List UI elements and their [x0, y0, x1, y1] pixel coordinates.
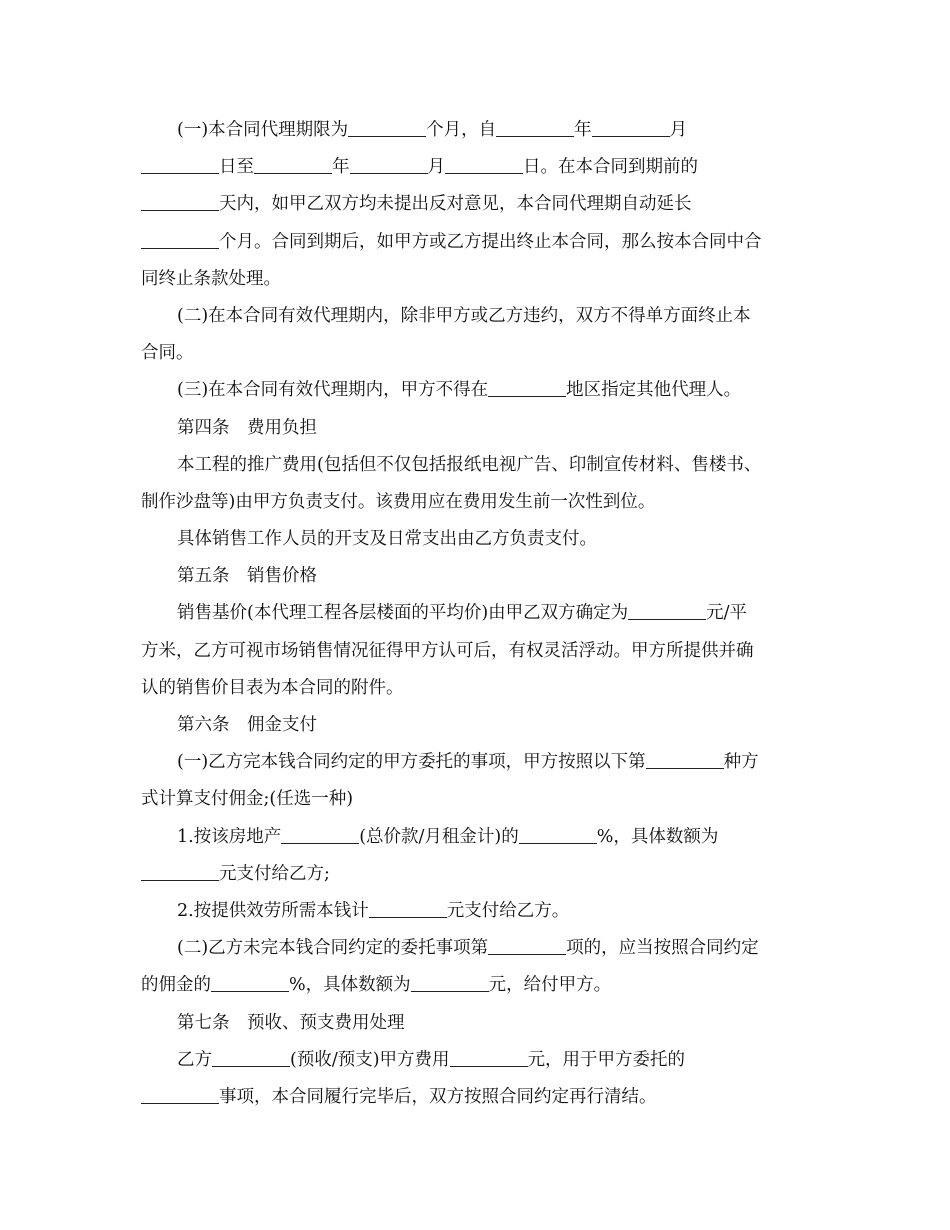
article-4-heading: 第四条 费用负担	[177, 417, 317, 438]
blank-field[interactable]	[281, 826, 359, 844]
blank-field[interactable]	[488, 937, 566, 955]
clause-line-2: 日至 年 月 日。在本合同到期前的	[141, 149, 809, 186]
blank-field[interactable]	[496, 119, 574, 137]
clause-line-19: 式计算支付佣金;(任选一种)	[141, 789, 354, 810]
blank-field[interactable]	[141, 156, 219, 174]
clause-line-3: 天内，如甲乙双方均未提出反对意见，本合同代理期自动延长	[141, 186, 809, 223]
contract-text	[141, 112, 809, 1116]
clause-line-12: 具体销售工作人员的开支及日常支出由乙方负责支付。	[177, 529, 597, 550]
article-6-heading: 第六条 佣金支付	[177, 715, 317, 735]
clause-line-7: 合同。	[141, 343, 194, 364]
clause-line-14: 销售基价(本代理工程各层楼面的平均价)由甲乙双方确定为 元/平	[177, 603, 748, 624]
blank-field[interactable]	[350, 156, 428, 174]
clause-line-6: (二)在本合同有效代理期内，除非甲方或乙方违约，双方不得单方面终止本	[177, 305, 751, 326]
clause-line-11: 制作沙盘等)由甲方负责支付。该费用应在费用发生前一次性到位。	[141, 491, 656, 512]
article-7-heading: 第七条 预收、预支费用处理	[177, 1012, 405, 1033]
clause-line-4: 个月。合同到期后，如甲方或乙方提出终止本合同，那么按本合同中合	[141, 224, 809, 261]
clause-line-23: (二)乙方未完本钱合同约定的委托事项第 项的，应当按照合同约定	[177, 938, 759, 959]
blank-field[interactable]	[450, 1049, 528, 1067]
blank-field[interactable]	[519, 826, 597, 844]
blank-field[interactable]	[646, 751, 724, 769]
blank-field[interactable]	[141, 193, 219, 211]
blank-field[interactable]	[628, 602, 706, 620]
clause-line-20: 1.按该房地产 (总价款/月租金计)的 %，具体数额为	[177, 826, 719, 847]
clause-line-16: 认的销售价目表为本合同的附件。	[141, 677, 404, 698]
blank-field[interactable]	[141, 1086, 219, 1104]
clause-line-27: 事项，本合同履行完毕后，双方按照合同约定再行清结。	[141, 1079, 809, 1116]
blank-field[interactable]	[212, 1049, 290, 1067]
clause-line-18: (一)乙方完本钱合同约定的甲方委托的事项，甲方按照以下第 种方	[177, 752, 759, 773]
blank-field[interactable]	[592, 119, 670, 137]
clause-line-24: 的佣金的 %，具体数额为 元，给付甲方。	[141, 975, 612, 996]
blank-field[interactable]	[411, 974, 489, 992]
blank-field[interactable]	[488, 379, 566, 397]
blank-field[interactable]	[348, 119, 426, 137]
blank-field[interactable]	[211, 974, 289, 992]
clause-line-26: 乙方 (预收/预支)甲方费用 元，用于甲方委托的	[177, 1049, 686, 1070]
clause-line-15: 方米，乙方可视市场销售情况征得甲方认可后，有权灵活浮动。甲方所提供并确	[141, 640, 754, 661]
clause-line-1: (一)本合同代理期限为 个月，自 年 月	[177, 120, 688, 140]
blank-field[interactable]	[141, 863, 219, 881]
clause-line-8: (三)在本合同有效代理期内，甲方不得在 地区指定其他代理人。	[177, 380, 742, 401]
clause-line-10: 本工程的推广费用(包括但不仅包括报纸电视广告、印制宣传材料、售楼书、	[177, 454, 762, 475]
clause-line-21: 元支付给乙方;	[141, 856, 809, 893]
blank-field[interactable]	[254, 156, 332, 174]
clause-line-5: 同终止条款处理。	[141, 268, 281, 289]
clause-line-22: 2.按提供效劳所需本钱计 元支付给乙方。	[177, 900, 570, 921]
blank-field[interactable]	[445, 156, 523, 174]
blank-field[interactable]	[369, 900, 447, 918]
blank-field[interactable]	[141, 231, 219, 249]
article-5-heading: 第五条 销售价格	[177, 566, 317, 587]
